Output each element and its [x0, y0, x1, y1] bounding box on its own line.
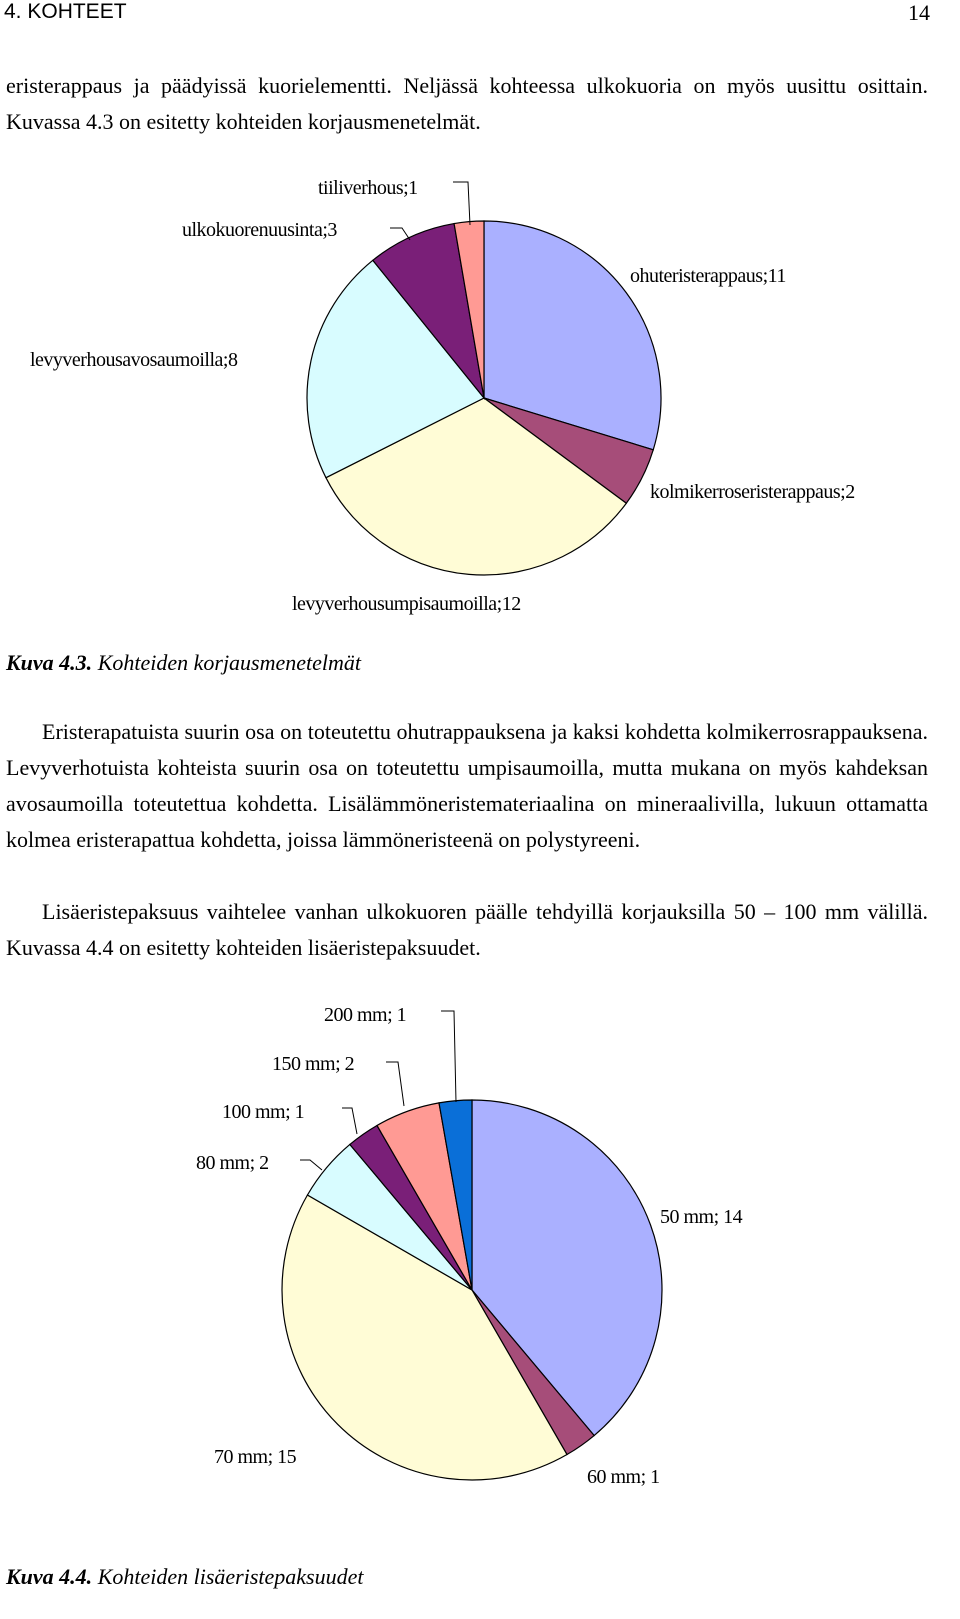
chapter-header: 4. KOHTEET [4, 0, 127, 23]
figure-caption-4-4 [6, 1564, 363, 1590]
paragraph-2: Eristerapatuista suurin osa on toteutettu ohutrappauksena ja kaksi kohdetta kolmikerrosrappauksena. Levyverhotuista kohteista suurin osa on toteutettu umpisaumoilla, mutta mukana on myös kahdeksan avosaumoilla toteutettua kohdetta. Lisälämmöneristemateriaalina on mineraalivilla, lukuun ottamatta kolmea eristerapattua kohdetta, joissa lämmöneristeenä on polystyreeni. [6, 719, 928, 852]
slice-leader-line [386, 1062, 404, 1106]
figure-caption-text: Kohteiden lisäeristepaksuudet [92, 1564, 364, 1589]
slice-label: 70 mm; 15 [214, 1446, 297, 1468]
figure-caption-text: Kohteiden korjausmenetelmät [92, 650, 362, 675]
slice-label: 60 mm; 1 [587, 1466, 660, 1488]
slice-label: kolmikerroseristerappaus;2 [650, 481, 855, 503]
slice-leader-line [453, 182, 470, 225]
slice-label: 50 mm; 14 [660, 1206, 743, 1228]
slice-leader-line [441, 1011, 456, 1102]
slice-leader-line [342, 1108, 357, 1134]
pie-chart-insulation-thickness [0, 990, 960, 1550]
paragraph-1: eristerappaus ja päädyissä kuorielementti. Neljässä kohteessa ulkokuoria on myös uusittu osittain. Kuvassa 4.3 on esitetty kohteiden korjausmenetelmät. [6, 73, 928, 134]
slice-label: 100 mm; 1 [222, 1101, 305, 1123]
slice-label: 80 mm; 2 [196, 1152, 269, 1174]
slice-label: 200 mm; 1 [324, 1004, 407, 1026]
pie-chart-repair-methods [0, 160, 960, 620]
slice-label: ulkokuorenuusinta;3 [182, 219, 337, 241]
slice-label: levyverhousumpisaumoilla;12 [292, 593, 521, 615]
page-number: 14 [908, 0, 930, 25]
figure-label: Kuva 4.3. [6, 650, 93, 675]
slice-label: 150 mm; 2 [272, 1053, 355, 1075]
slice-label: ohuteristerappaus;11 [630, 265, 786, 287]
slice-label: tiiliverhous;1 [318, 177, 418, 199]
paragraph-3: Lisäeristepaksuus vaihtelee vanhan ulkokuoren päälle tehdyillä korjauksilla 50 – 100 mm välillä. Kuvassa 4.4 on esitetty kohteiden lisäeristepaksuudet. [6, 899, 928, 960]
slice-label: levyverhousavosaumoilla;8 [30, 349, 238, 371]
figure-caption-4-3 [6, 650, 361, 676]
slice-leader-line [300, 1160, 322, 1170]
figure-label: Kuva 4.4. [6, 1564, 93, 1589]
